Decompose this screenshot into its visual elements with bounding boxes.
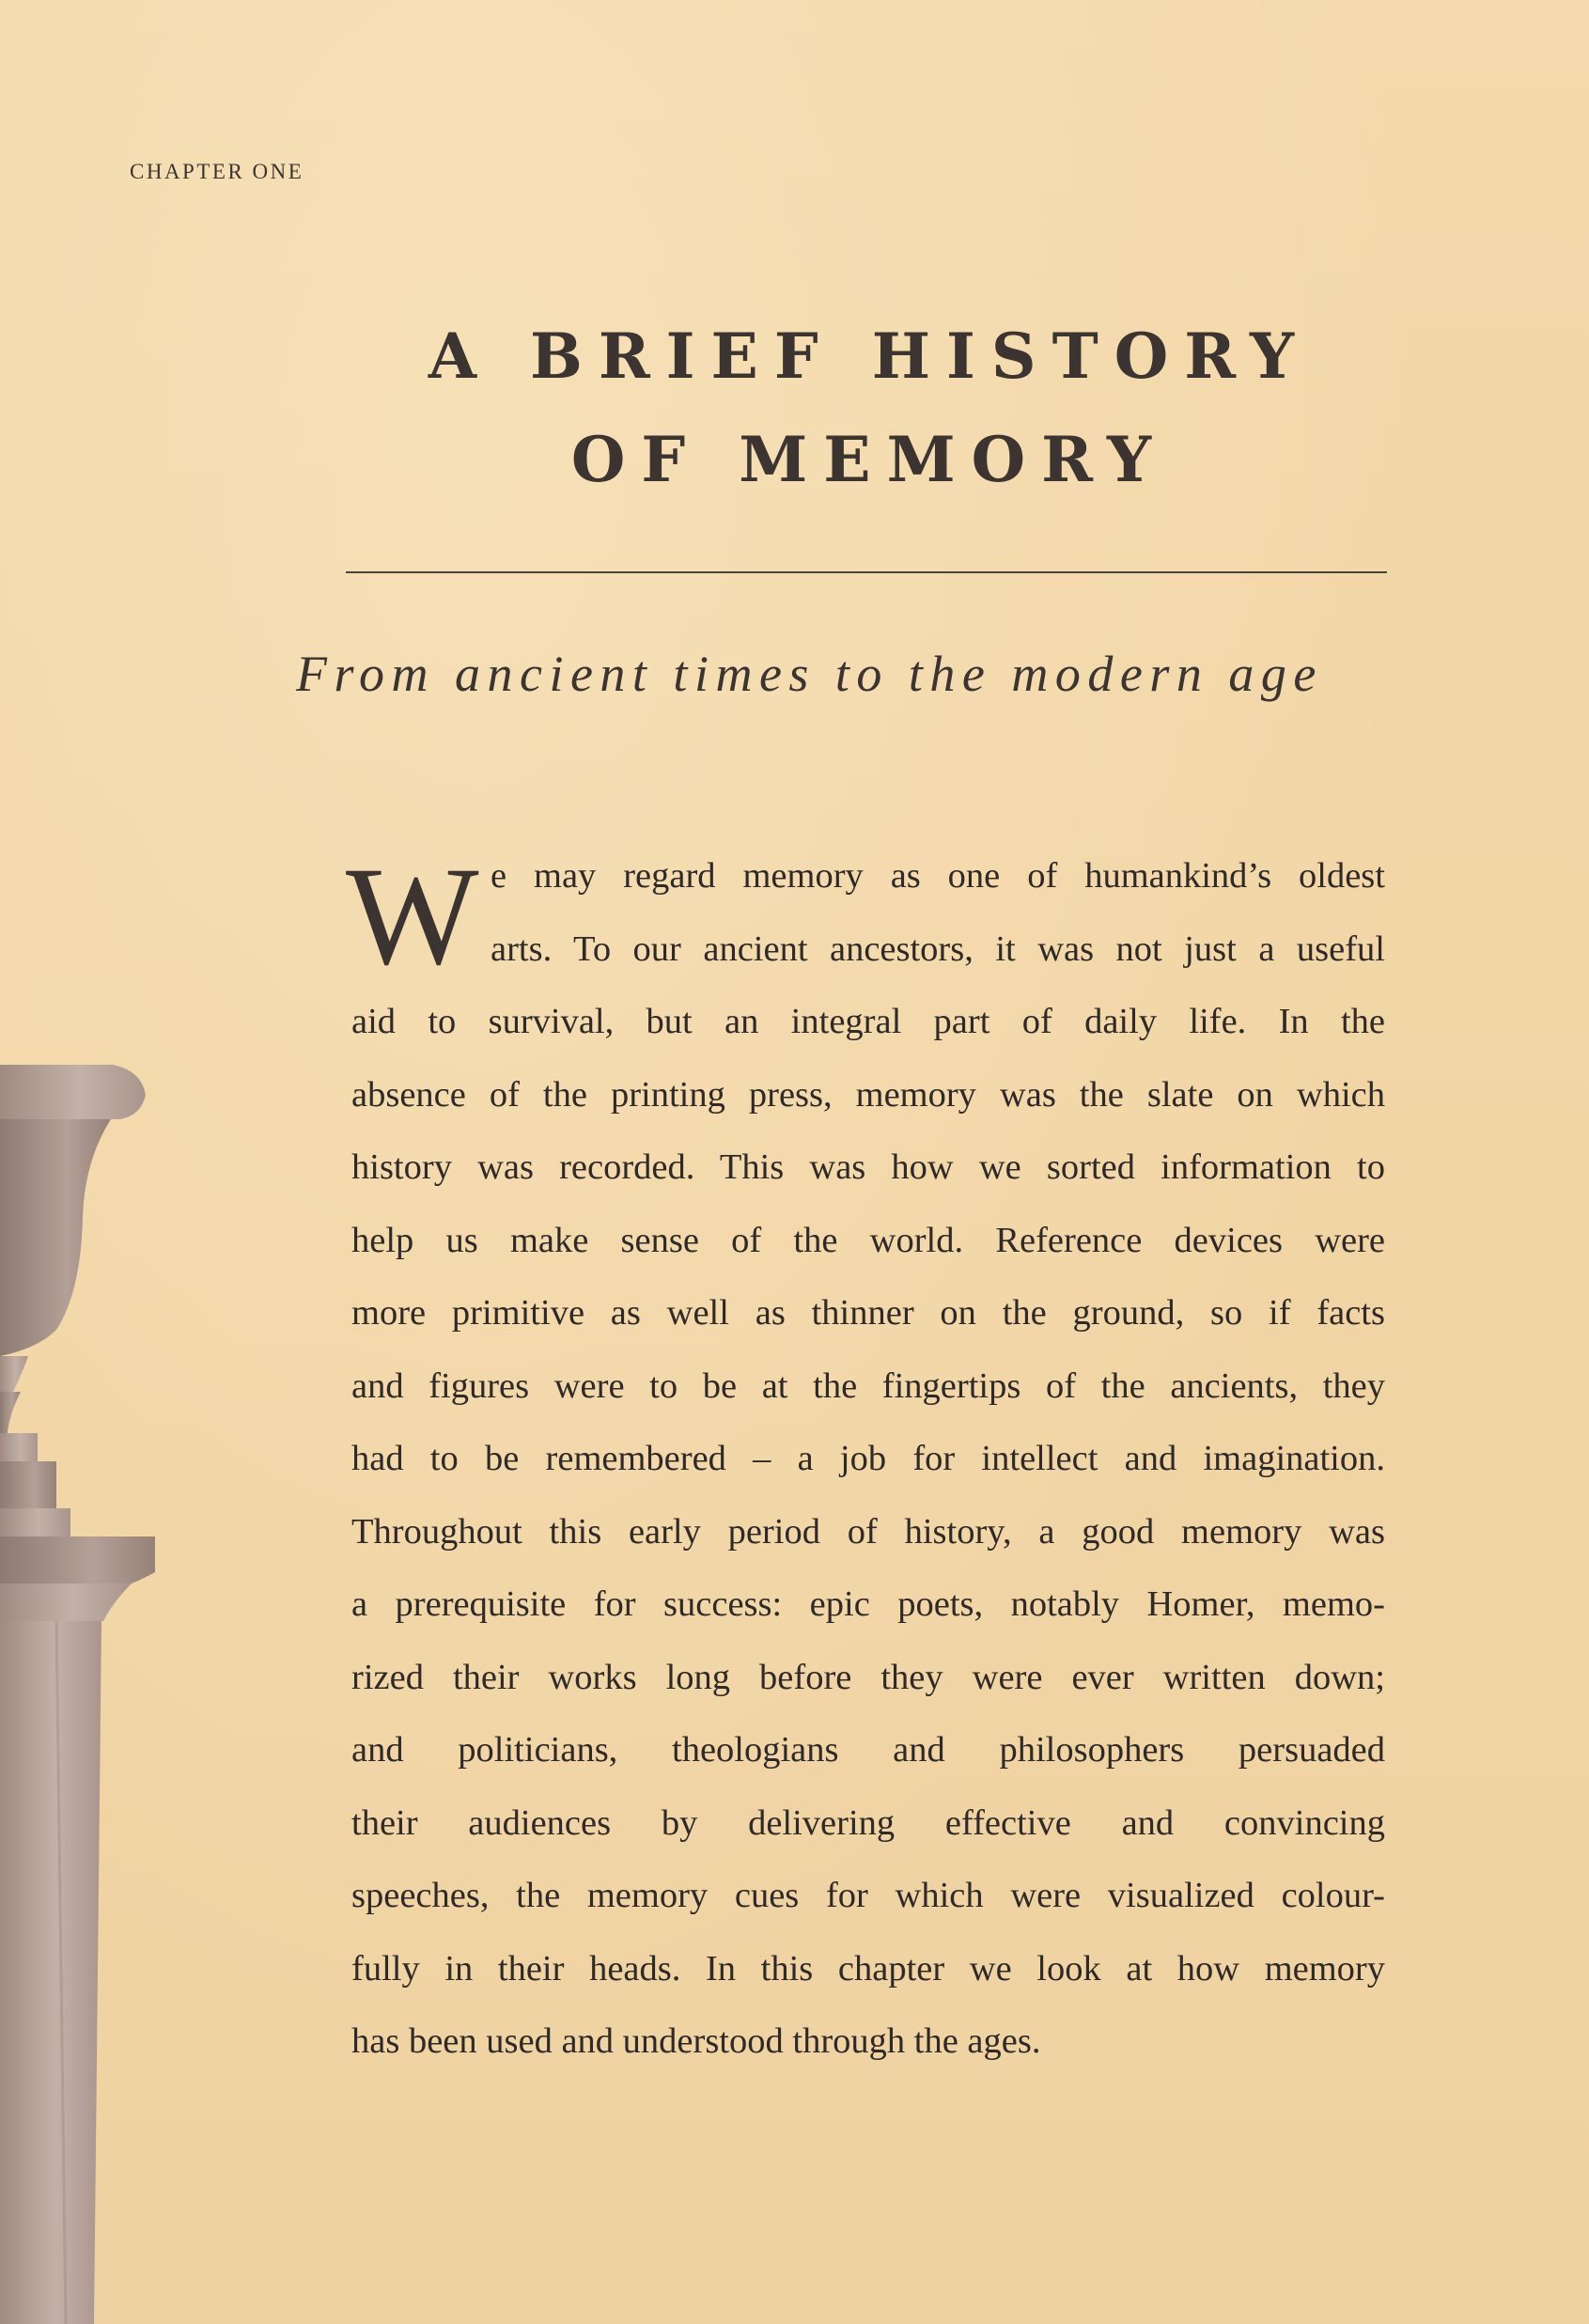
body-line: arts. To our ancient ancestors, it was not just a useful	[491, 928, 1385, 969]
body-line: help us make sense of the world. Reference devices were	[351, 1220, 1385, 1260]
body-line: history was recorded. This was how we sorted information to	[351, 1147, 1385, 1187]
body-line: rized their works long before they were ever written down;	[351, 1657, 1385, 1697]
classical-urn-pillar-illustration	[0, 1057, 169, 2324]
body-line: absence of the printing press, memory was the slate on which	[351, 1074, 1385, 1115]
chapter-subtitle: From ancient times to the modern age	[296, 646, 1323, 702]
body-line: a prerequisite for success: epic poets, notably Homer, memo-	[351, 1584, 1385, 1624]
body-line: Throughout this early period of history, a good memory was	[351, 1511, 1385, 1552]
body-paragraph	[346, 838, 1385, 2079]
body-line: aid to survival, but an integral part of daily life. In the	[351, 1002, 1385, 1041]
body-line: and figures were to be at the fingertips of the ancients, they	[351, 1365, 1385, 1406]
chapter-title-line-2: OF MEMORY	[570, 423, 1168, 496]
body-line: e may regard memory as one of humankind’s oldest	[491, 856, 1385, 896]
chapter-title-line-1: A BRIEF HISTORY	[428, 320, 1311, 393]
title-divider	[346, 571, 1387, 573]
body-line: their audiences by delivering effective and convincing	[351, 1802, 1385, 1843]
body-line: and politicians, theologians and philosophers persuaded	[351, 1730, 1385, 1770]
body-line: had to be remembered – a job for intellect and imagination.	[351, 1439, 1385, 1478]
body-line: has been used and understood through the ages.	[351, 2021, 1041, 2061]
body-line: speeches, the memory cues for which were visualized colour-	[351, 1876, 1385, 1915]
drop-cap: W	[346, 838, 479, 994]
chapter-label: CHAPTER ONE	[130, 160, 304, 183]
body-line: fully in their heads. In this chapter we look at how memory	[351, 1948, 1385, 1989]
body-line: more primitive as well as thinner on the ground, so if facts	[351, 1293, 1385, 1333]
